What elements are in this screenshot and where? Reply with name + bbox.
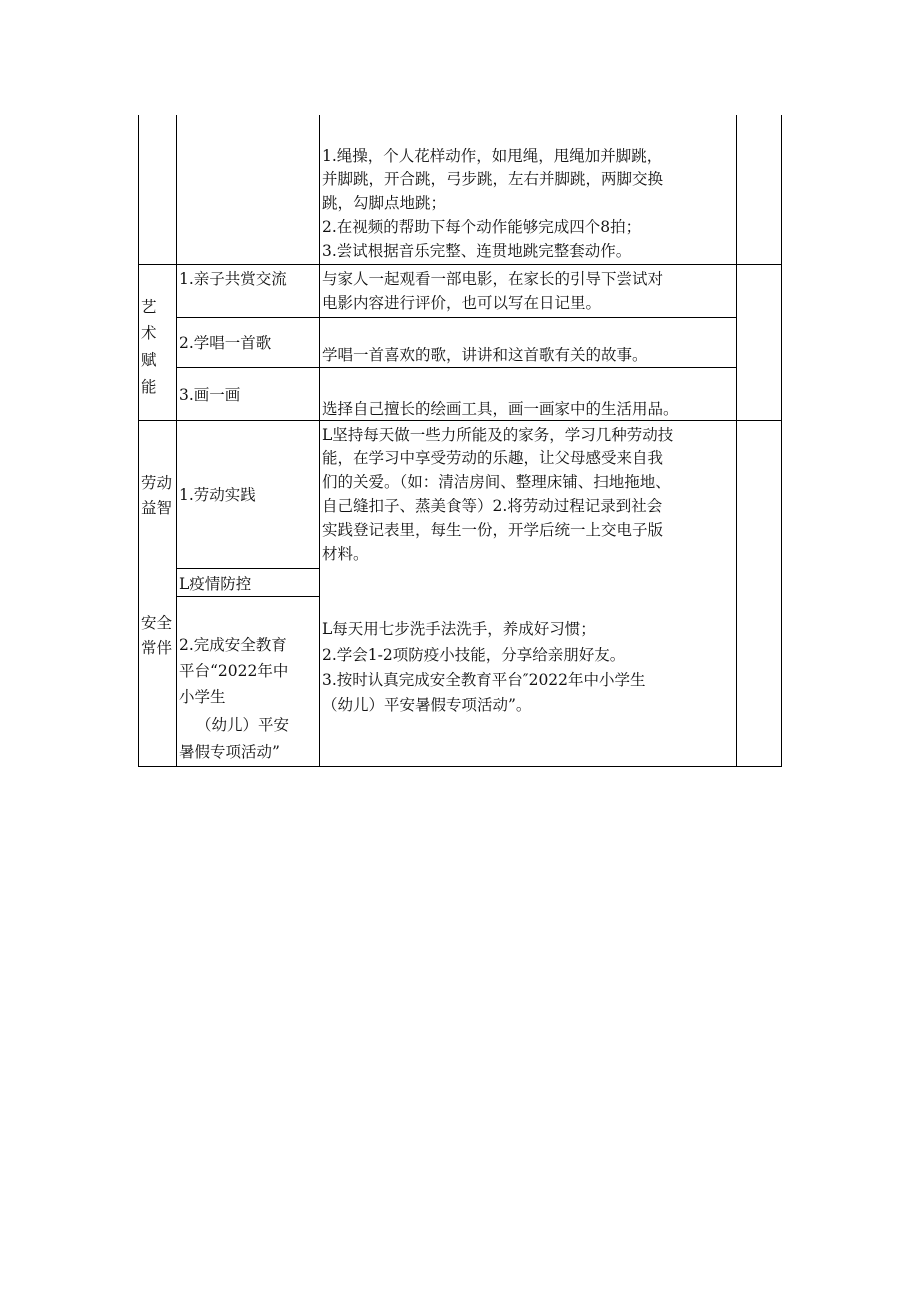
labor-category-line-1: 劳动 bbox=[141, 474, 173, 492]
safety-item-2-line-2: 平台“2022年中 bbox=[179, 662, 289, 680]
table-border-left bbox=[138, 115, 139, 767]
safety-category-line-1: 安全 bbox=[141, 614, 173, 632]
art-item-2-name: 2.学唱一首歌 bbox=[179, 334, 272, 352]
row-divider-safety-a bbox=[176, 568, 320, 569]
labor-content-line-2: 能，在学习中享受劳动的乐趣，让父母感受来自我 bbox=[322, 449, 664, 467]
table-divider-col1 bbox=[176, 115, 177, 767]
row-divider-art-top bbox=[138, 264, 782, 265]
row-divider-safety-b bbox=[176, 596, 320, 597]
row-divider-labor-top bbox=[138, 420, 782, 421]
art-category-char-4: 能 bbox=[141, 378, 157, 396]
table-border-bottom bbox=[138, 766, 782, 767]
table-divider-col3 bbox=[736, 115, 737, 767]
art-item-2-content: 学唱一首喜欢的歌，讲讲和这首歌有关的故事。 bbox=[322, 346, 648, 364]
art-item-1-content-line-2: 电影内容进行评价，也可以写在日记里。 bbox=[322, 294, 602, 312]
safety-item-2-line-5: 暑假专项活动” bbox=[179, 743, 280, 761]
labor-category-line-2: 益智 bbox=[141, 499, 173, 517]
labor-content-line-6: 材料。 bbox=[322, 545, 369, 563]
art-item-3-content: 选择自己擅长的绘画工具，画一画家中的生活用品。 bbox=[322, 400, 679, 418]
safety-content-line-1: L每天用七步洗手法洗手，养成好习惯； bbox=[322, 620, 596, 638]
labor-content-line-1: L坚持每天做一些力所能及的家务，学习几种劳动技 bbox=[322, 426, 674, 444]
art-category-char-2: 术 bbox=[141, 324, 157, 342]
row-divider-art-2 bbox=[176, 367, 737, 368]
safety-item-2-line-4: （幼儿）平安 bbox=[196, 716, 290, 734]
art-item-1-name: 1.亲子共赏交流 bbox=[179, 270, 287, 288]
art-category-char-3: 赋 bbox=[141, 351, 157, 369]
art-item-1-content-line-1: 与家人一起观看一部电影，在家长的引导下尝试对 bbox=[322, 270, 664, 288]
labor-content-line-3: 们的关爱。（如：清洁房间、整理床铺、扫地拖地、 bbox=[322, 473, 671, 491]
pe-content-line-4: 2.在视频的帮助下每个动作能够完成四个8拍； bbox=[322, 218, 642, 236]
safety-item-1-name: L疫情防控 bbox=[179, 575, 252, 593]
safety-category-line-2: 常伴 bbox=[141, 639, 173, 657]
pe-content-line-2: 并脚跳，开合跳，弓步跳，左右并脚跳，两脚交换 bbox=[322, 170, 664, 188]
table-divider-col2 bbox=[319, 115, 320, 767]
row-divider-art-1 bbox=[176, 317, 737, 318]
labor-content-line-5: 实践登记表里，每生一份，开学后统一上交电子版 bbox=[322, 521, 664, 539]
pe-content-line-1: 1.绳操，个人花样动作，如甩绳，甩绳加并脚跳， bbox=[322, 147, 663, 165]
labor-item-name: 1.劳动实践 bbox=[179, 486, 256, 504]
art-category-char-1: 艺 bbox=[141, 298, 157, 316]
pe-content-line-5: 3.尝试根据音乐完整、连贯地跳完整套动作。 bbox=[322, 242, 632, 260]
table-border-right bbox=[781, 115, 782, 767]
art-item-3-name: 3.画一画 bbox=[179, 386, 241, 404]
safety-content-line-3: 3.按时认真完成安全教育平台″2022年中小学生 bbox=[322, 671, 646, 689]
safety-content-line-4: （幼儿）平安暑假专项活动”。 bbox=[322, 696, 532, 714]
safety-item-2-line-1: 2.完成安全教育 bbox=[179, 636, 287, 654]
safety-content-line-2: 2.学会1-2项防疫小技能，分享给亲朋好友。 bbox=[322, 646, 626, 664]
pe-content-line-3: 跳，勾脚点地跳； bbox=[322, 194, 447, 212]
safety-item-2-line-3: 小学生 bbox=[179, 688, 226, 706]
labor-content-line-4: 自己缝扣子、蒸美食等）2.将劳动过程记录到社会 bbox=[322, 497, 663, 515]
